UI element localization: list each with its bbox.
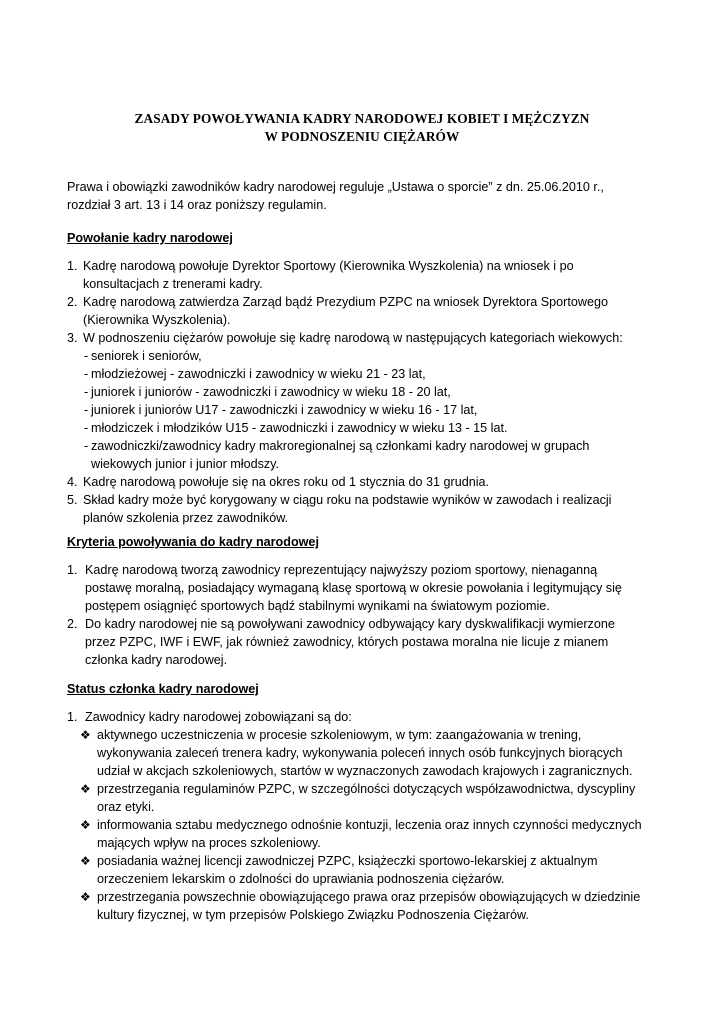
diamond-bullet-icon: ❖	[80, 818, 91, 832]
section-member-status	[67, 680, 647, 924]
appointment-list	[67, 257, 647, 527]
document-title	[0, 110, 724, 146]
diamond-bullet-icon: ❖	[80, 782, 91, 796]
section-appointment	[67, 229, 647, 527]
list-item: ❖ przestrzegania powszechnie obowiązującego prawa oraz przepisów obowiązujących w dziedzinie kultury fizycznej, w tym przepisów Polskiego Związku Podnoszenia Ciężarów.	[80, 890, 641, 922]
section-heading: Status członka kadry narodowej	[67, 682, 259, 696]
list-item: 2. Kadrę narodową zatwierdza Zarząd bądź Prezydium PZPC na wniosek Dyrektora Sportowego (Kierownika Wyszkolenia).	[67, 295, 608, 327]
list-item: - seniorek i seniorów,	[84, 349, 202, 363]
list-item: ❖ posiadania ważnej licencji zawodniczej PZPC, książeczki sportowo-lekarskiej z aktualnym orzeczeniem lekarskim o zdolności do uprawiania podnoszenia ciężarów.	[80, 854, 598, 886]
list-item: - młodzieżowej - zawodniczki i zawodnicy w wieku 21 - 23 lat,	[84, 367, 426, 381]
age-categories-list	[67, 347, 647, 473]
list-item: - młodziczek i młodzików U15 - zawodniczki i zawodnicy w wieku 13 - 15 lat.	[84, 421, 508, 435]
section-heading: Powołanie kadry narodowej	[67, 231, 233, 245]
list-item: ❖ informowania sztabu medycznego odnośnie kontuzji, leczenia oraz innych czynności medycznych mających wpływ na proces szkoleniowy.	[80, 818, 642, 850]
list-item: - juniorek i juniorów - zawodniczki i zawodnicy w wieku 18 - 20 lat,	[84, 385, 451, 399]
section-criteria	[67, 533, 647, 669]
list-item: 2. Do kadry narodowej nie są powoływani zawodnicy odbywający kary dyskwalifikacji wymierzone przez PZPC, IWF i EWF, jak również zawodnicy, których postawa moralna nie licuje z mianem członka kadry narodowej.	[67, 617, 615, 667]
status-list	[67, 708, 647, 726]
title-line-1: ZASADY POWOŁYWANIA KADRY NARODOWEJ KOBIET I MĘŻCZYZN	[134, 111, 590, 126]
list-item: - zawodniczki/zawodnicy kadry makroregionalnej są członkami kadry narodowej w grupach wiekowych junior i junior młodszy.	[84, 439, 590, 471]
list-item: ❖ aktywnego uczestniczenia w procesie szkoleniowym, w tym: zaangażowania w trening, wykonywania zaleceń trenera kadry, wykonywania poleceń innych osób funkcyjnych biorących udział w akcjach szkoleniowych, startów w wyznaczonych zawodach krajowych i zagranicznych.	[80, 728, 633, 778]
list-item: 1. Kadrę narodową powołuje Dyrektor Sportowy (Kierownika Wyszkolenia) na wniosek i po konsultacjach z trenerami kadry.	[67, 259, 574, 291]
intro-paragraph: Prawa i obowiązki zawodników kadry narodowej reguluje „Ustawa o sporcie” z dn. 25.06.2010 r., rozdział 3 art. 13 i 14 oraz poniższy regulamin.	[67, 180, 604, 212]
diamond-bullet-icon: ❖	[80, 728, 91, 742]
list-item: 1. Kadrę narodową tworzą zawodnicy reprezentujący najwyższy poziom sportowy, nienaganną postawę moralną, posiadający wymaganą klasę sportową w okresie powołania i legitymujący się postępem osiągnięć sportowych bądź stabilnymi wynikami na światowym poziomie.	[67, 563, 622, 613]
list-item: 1. Zawodnicy kadry narodowej zobowiązani są do:	[67, 710, 352, 724]
title-line-2: W PODNOSZENIU CIĘŻARÓW	[264, 129, 460, 144]
diamond-bullet-icon: ❖	[80, 890, 91, 904]
list-item: 5. Skład kadry może być korygowany w ciągu roku na podstawie wyników w zawodach i realizacji planów szkolenia przez zawodników.	[67, 493, 612, 525]
diamond-bullet-icon: ❖	[80, 854, 91, 868]
section-heading: Kryteria powoływania do kadry narodowej	[67, 535, 319, 549]
criteria-list	[67, 561, 647, 669]
list-item: 3. W podnoszeniu ciężarów powołuje się kadrę narodową w następujących kategoriach wiekowych: - seniorek i seniorów, - młodzieżowej - zawodniczki i zawodnicy w wieku 21 - 23 lat, - juniorek i juniorów - zawodniczki i zawodnicy w wieku 18 - 20 lat, - juniorek i juniorów U17 - zawodniczki i zawodnicy w wieku 16 - 17 lat, - młodziczek i młodzików U15 - zawodniczki i zawodnicy w wieku 13 - 15 lat. - zawodniczki/zawodnicy kadry makroregionalnej są członkami kadry narodowej w grupach wiekowych junior i junior młodszy.	[67, 329, 647, 473]
list-item: - juniorek i juniorów U17 - zawodniczki i zawodnicy w wieku 16 - 17 lat,	[84, 403, 478, 417]
obligations-list	[67, 726, 647, 924]
list-item: ❖ przestrzegania regulaminów PZPC, w szczególności dotyczących współzawodnictwa, dyscypliny oraz etyki.	[80, 782, 636, 814]
list-item: 4. Kadrę narodową powołuje się na okres roku od 1 stycznia do 31 grudnia.	[67, 475, 490, 489]
